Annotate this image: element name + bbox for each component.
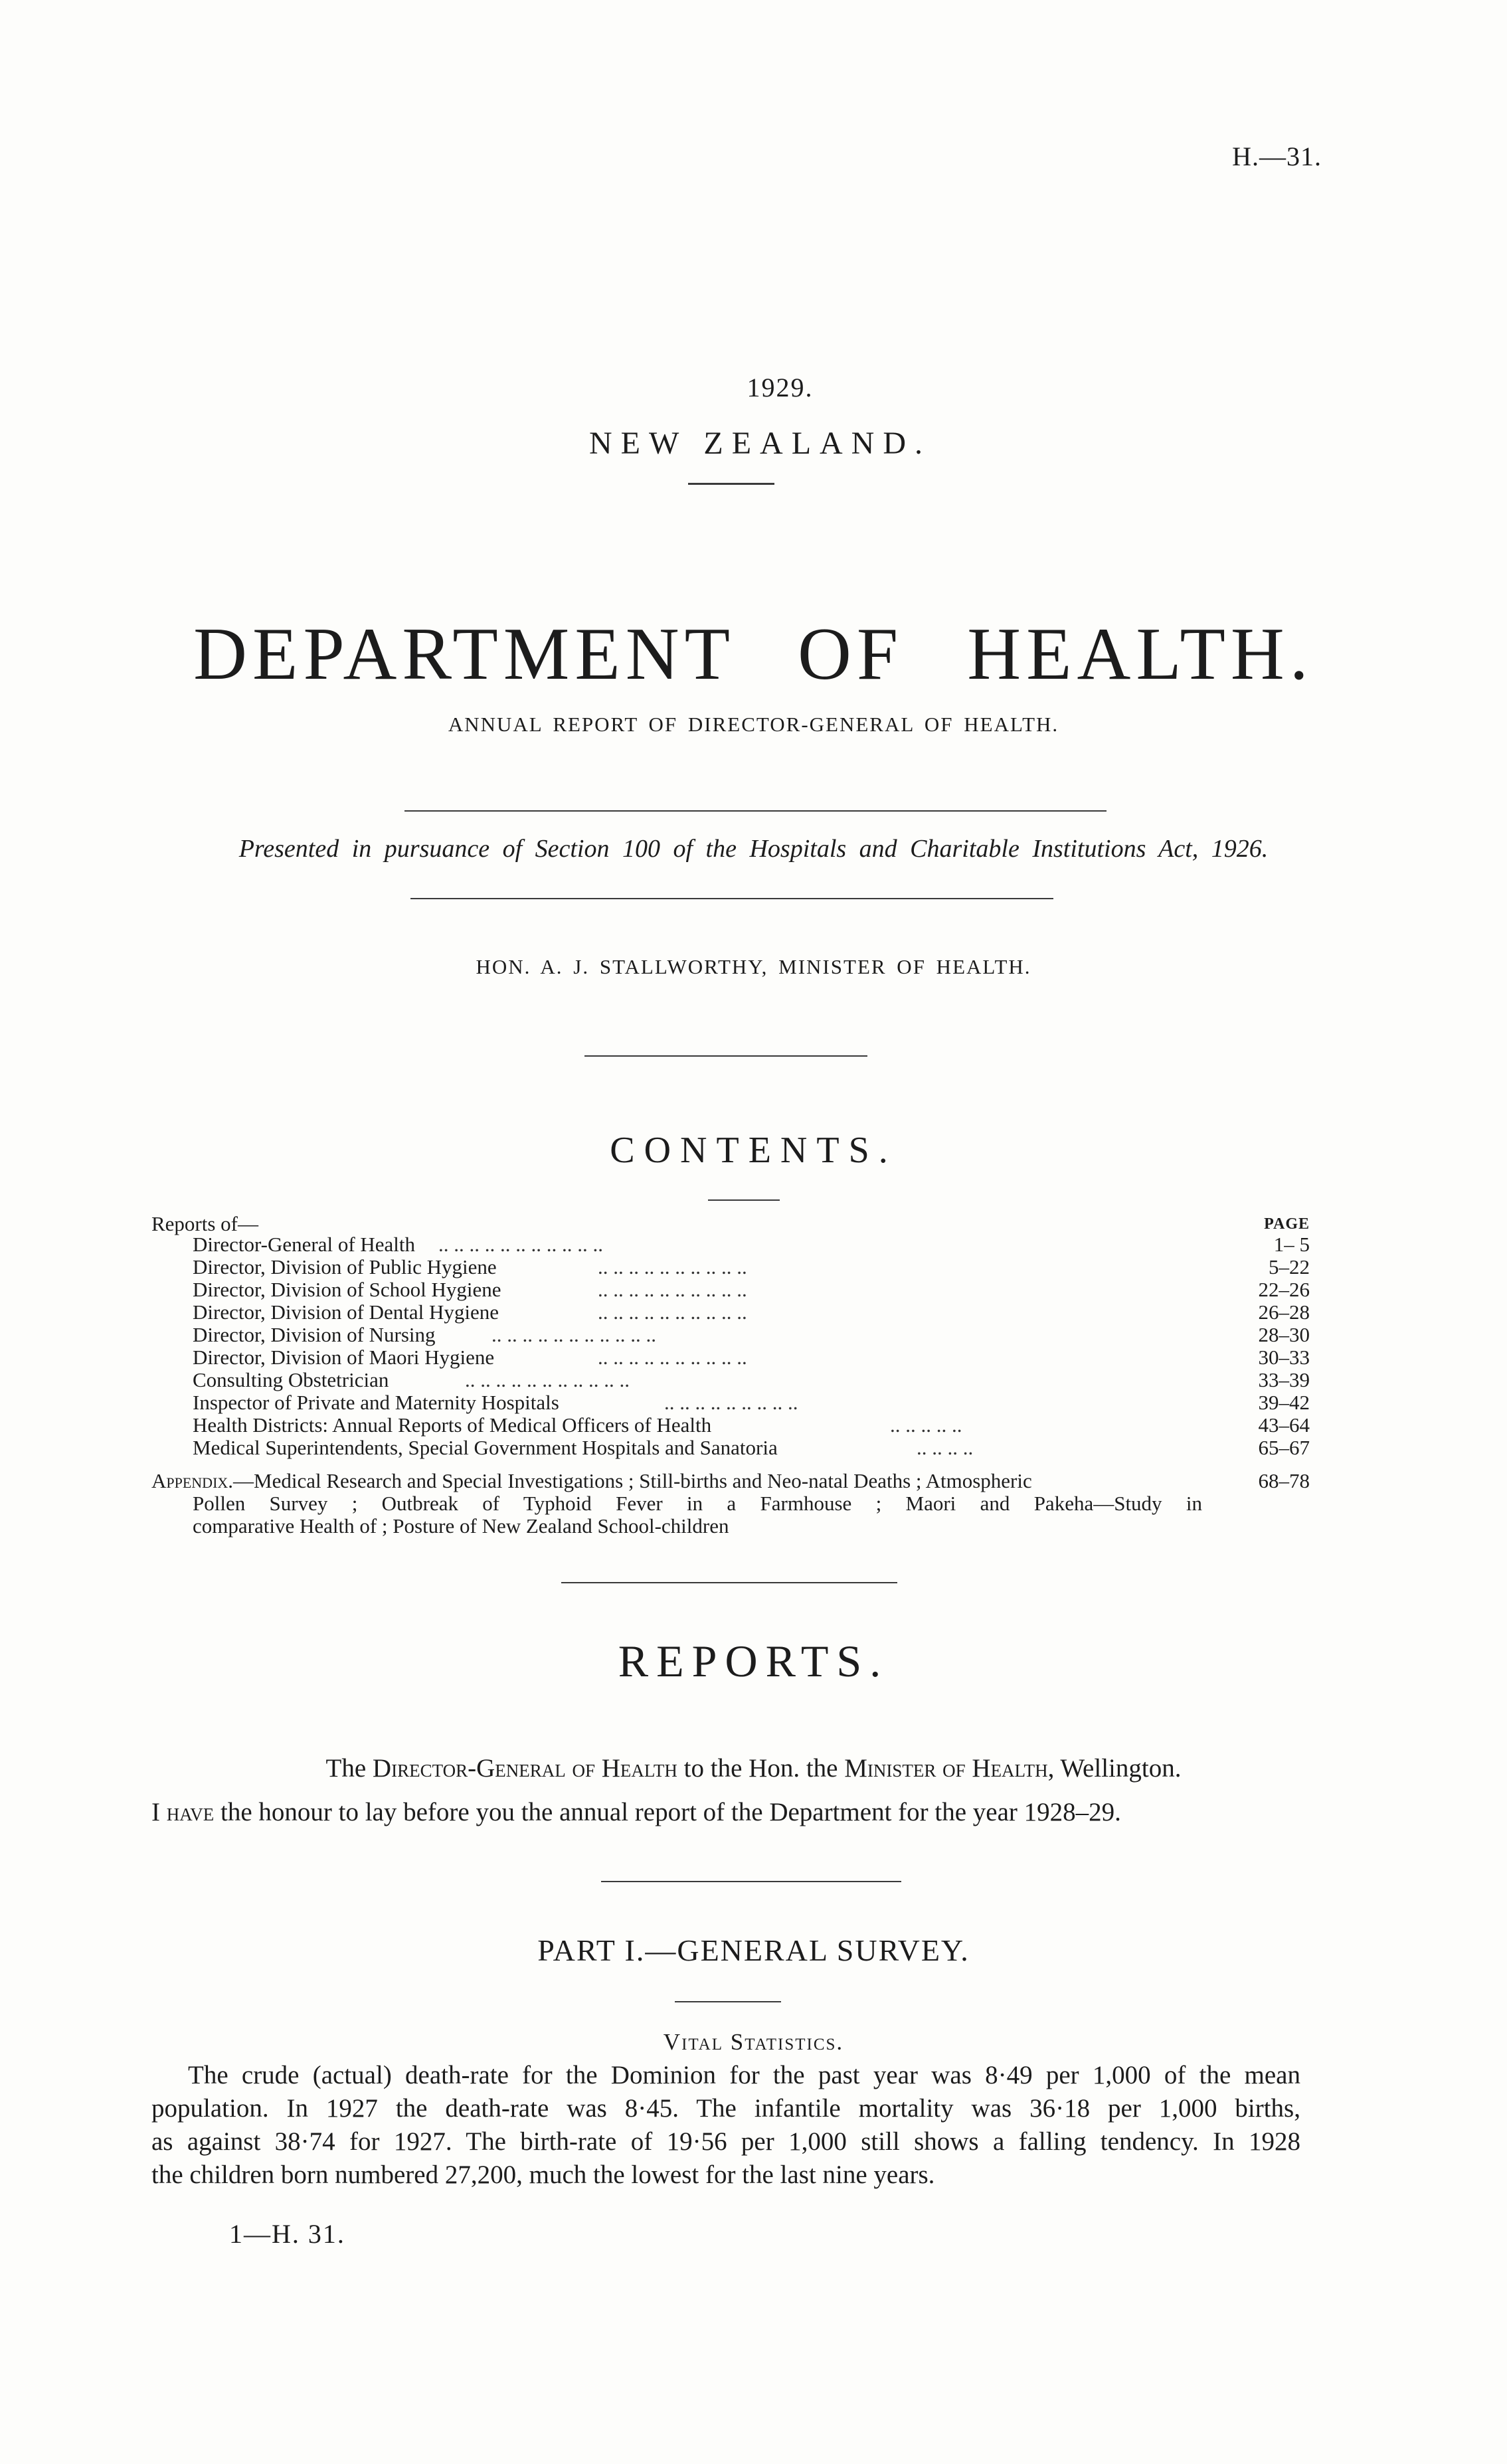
department-title: DEPARTMENT OF HEALTH.: [193, 613, 1314, 695]
paragraph-line: population. In 1927 the death-rate was 8·45. The infantile mortality was 36·18 per 1,000 births,: [151, 2094, 1300, 2123]
contents-item-page: 39–42: [1258, 1391, 1310, 1414]
contents-item[interactable]: [0, 1346, 1507, 1369]
leader-dots: .. .. .. ..: [917, 1437, 974, 1459]
page-column-label: PAGE: [1264, 1215, 1310, 1233]
leader-dots: .. .. .. .. .. .. .. .. .. ..: [598, 1301, 747, 1324]
contents-item-label: Director, Division of Maori Hygiene: [193, 1346, 495, 1369]
leader-dots: .. .. .. .. .. .. .. .. .. .. ..: [438, 1233, 603, 1256]
contents-item-label: Consulting Obstetrician: [193, 1368, 389, 1391]
contents-item[interactable]: [0, 1437, 1507, 1459]
divider: [404, 810, 1107, 812]
appendix-line: —Medical Research and Special Investigations ; Still-births and Neo-natal Deaths ; Atmospheric: [233, 1469, 1032, 1492]
contents-item-label: Director, Division of Dental Hygiene: [193, 1300, 499, 1324]
contents-item-page: 5–22: [1269, 1255, 1310, 1278]
divider: [688, 483, 774, 485]
report-subtitle: ANNUAL REPORT OF DIRECTOR-GENERAL OF HEALTH.: [448, 713, 1059, 736]
contents-item[interactable]: [0, 1414, 1507, 1437]
addressor: Director-General of Health: [372, 1754, 677, 1783]
appendix-line: Pollen Survey ; Outbreak of Typhoid Fever in a Farmhouse ; Maori and Pakeha—Study in: [193, 1492, 1202, 1515]
leader-dots: .. .. .. .. .. .. .. .. .. ..: [598, 1278, 747, 1301]
divider: [708, 1199, 780, 1201]
reports-heading: REPORTS.: [618, 1636, 889, 1686]
contents-item-page: 33–39: [1258, 1368, 1310, 1391]
signature-mark: 1—H. 31.: [229, 2219, 345, 2249]
contents-item[interactable]: [0, 1256, 1507, 1278]
contents-item-label: Director, Division of Nursing: [193, 1323, 436, 1346]
opening-line: I have the honour to lay before you the annual report of the Department for the year 1928–29.: [151, 1798, 1121, 1826]
year: 1929.: [747, 373, 814, 402]
reports-of-label: Reports of—: [151, 1212, 259, 1235]
page-code: H.—31.: [1232, 141, 1322, 171]
contents-item-page: 22–26: [1258, 1278, 1310, 1301]
contents-item-page: 65–67: [1258, 1436, 1310, 1459]
contents-item-label: Inspector of Private and Maternity Hospitals: [193, 1391, 559, 1414]
contents-item-label: Health Districts: Annual Reports of Medical Officers of Health: [193, 1413, 712, 1437]
divider: [561, 1582, 897, 1583]
leader-dots: .. .. .. .. .. .. .. .. .. ..: [598, 1346, 747, 1369]
section-title: Vital Statistics.: [663, 2029, 844, 2055]
contents-item[interactable]: [0, 1369, 1507, 1391]
contents-item[interactable]: [0, 1391, 1507, 1414]
contents-heading: CONTENTS.: [610, 1130, 897, 1171]
appendix-page: 68–78: [1258, 1469, 1310, 1492]
divider: [601, 1881, 901, 1882]
paragraph-line: as against 38·74 for 1927. The birth-rate of 19·56 per 1,000 still shows a falling tendency. In 1928: [151, 2127, 1300, 2156]
paragraph-line: The crude (actual) death-rate for the Dominion for the past year was 8·49 per 1,000 of the mean: [188, 2061, 1300, 2089]
contents-item-page: 28–30: [1258, 1323, 1310, 1346]
contents-item-page: 30–33: [1258, 1346, 1310, 1369]
leader-dots: .. .. .. .. .. .. .. .. .. .. ..: [465, 1369, 630, 1391]
leader-dots: .. .. .. .. ..: [890, 1414, 962, 1437]
divider: [410, 898, 1053, 899]
leader-dots: .. .. .. .. .. .. .. .. ..: [664, 1391, 798, 1414]
contents-item-label: Director, Division of School Hygiene: [193, 1278, 501, 1301]
contents-item[interactable]: [0, 1324, 1507, 1346]
contents-item-page: 1– 5: [1273, 1233, 1310, 1256]
paragraph-line: the children born numbered 27,200, much the lowest for the last nine years.: [151, 2160, 935, 2189]
contents-item[interactable]: [0, 1278, 1507, 1301]
part-heading: PART I.—GENERAL SURVEY.: [537, 1933, 970, 1967]
contents-item[interactable]: [0, 1301, 1507, 1324]
appendix-line: comparative Health of ; Posture of New Zealand School-children: [193, 1514, 729, 1538]
leader-dots: .. .. .. .. .. .. .. .. .. .. ..: [491, 1324, 656, 1346]
salutation: The Director-General of Health to the Hon. the Minister of Health, Wellington.: [325, 1754, 1182, 1783]
vital-statistics-paragraph: [151, 2059, 1300, 2192]
appendix-label: Appendix.: [151, 1469, 234, 1492]
appendix-entry[interactable]: [151, 1470, 1310, 1538]
contents-item-page: 26–28: [1258, 1300, 1310, 1324]
contents-item-label: Director-General of Health: [193, 1233, 416, 1256]
contents-item-page: 43–64: [1258, 1413, 1310, 1437]
divider: [584, 1055, 867, 1057]
contents-item[interactable]: [0, 1233, 1507, 1256]
presented-statement: Presented in pursuance of Section 100 of the Hospitals and Charitable Institutions Act, 1926.: [238, 835, 1269, 863]
contents-item-label: Director, Division of Public Hygiene: [193, 1255, 497, 1278]
addressee: Minister of Health: [844, 1754, 1048, 1783]
leader-dots: .. .. .. .. .. .. .. .. .. ..: [598, 1256, 747, 1278]
country-title: NEW ZEALAND.: [588, 426, 932, 461]
minister-line: HON. A. J. STALLWORTHY, MINISTER OF HEALTH.: [476, 955, 1031, 978]
contents-item-label: Medical Superintendents, Special Government Hospitals and Sanatoria: [193, 1436, 778, 1459]
divider: [675, 2001, 781, 2002]
